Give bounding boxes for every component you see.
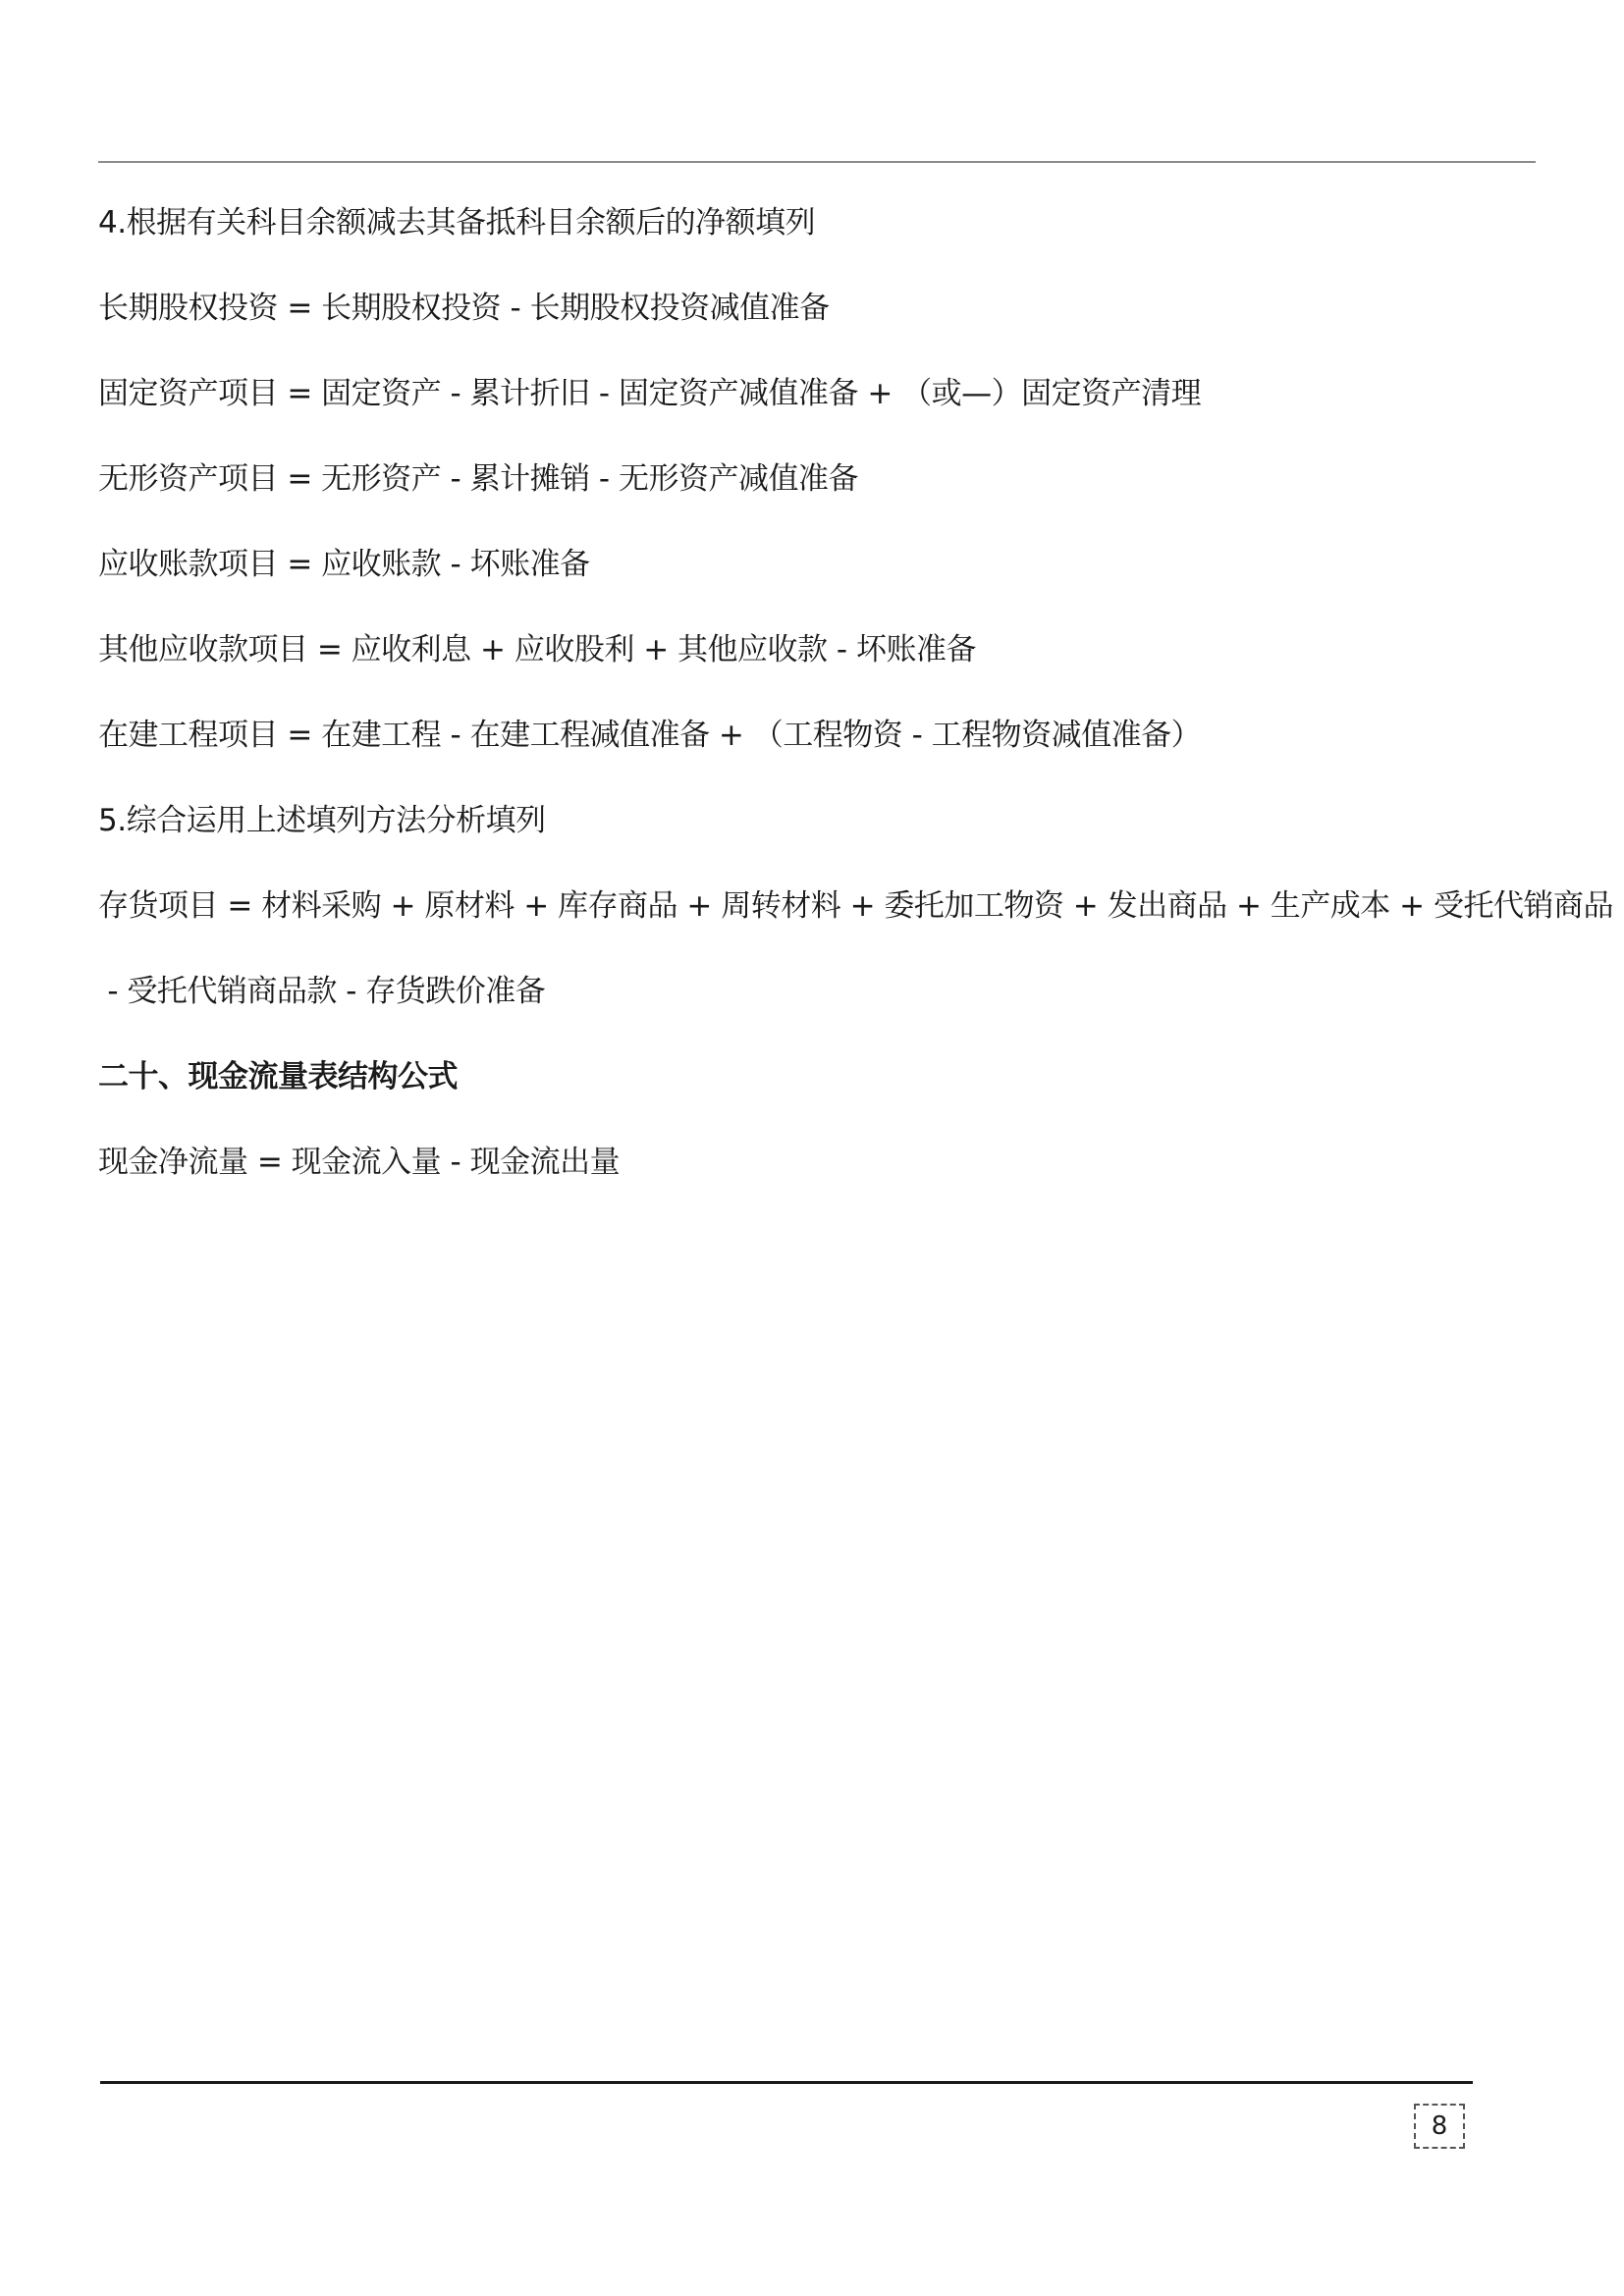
header-rule — [98, 161, 1536, 163]
document-body — [98, 181, 1613, 1205]
page-number: 8 — [1414, 2104, 1465, 2149]
formula-accounts-receivable: 应收账款项目 = 应收账款 - 坏账准备 — [98, 547, 590, 582]
formula-long-term-equity: 长期股权投资 = 长期股权投资 - 长期股权投资减值准备 — [98, 291, 830, 326]
formula-construction-in-progress: 在建工程项目 = 在建工程 - 在建工程减值准备 + （工程物资 - 工程物资减值准备） — [98, 718, 1202, 753]
formula-inventory: 存货项目 = 材料采购 + 原材料 + 库存商品 + 周转材料 + 委托加工物资 + 发出商品 + 生产成本 + 受托代销商品 — [98, 888, 1613, 924]
formula-other-receivables: 其他应收款项目 = 应收利息 + 应收股利 + 其他应收款 - 坏账准备 — [98, 632, 976, 667]
section-4-title: 4.根据有关科目余额减去其备抵科目余额后的净额填列 — [98, 205, 816, 240]
formula-inventory-continued: - 受托代销商品款 - 存货跌价准备 — [98, 974, 546, 1009]
section-5-title: 5.综合运用上述填列方法分析填列 — [98, 803, 546, 838]
formula-fixed-assets: 固定资产项目 = 固定资产 - 累计折旧 - 固定资产减值准备 + （或—）固定资产清理 — [98, 376, 1202, 411]
formula-intangible-assets: 无形资产项目 = 无形资产 - 累计摊销 - 无形资产减值准备 — [98, 461, 858, 497]
footer-rule — [100, 2081, 1473, 2084]
formula-net-cash-flow: 现金净流量 = 现金流入量 - 现金流出量 — [98, 1145, 621, 1180]
section-20-heading: 二十、现金流量表结构公式 — [98, 1059, 458, 1095]
